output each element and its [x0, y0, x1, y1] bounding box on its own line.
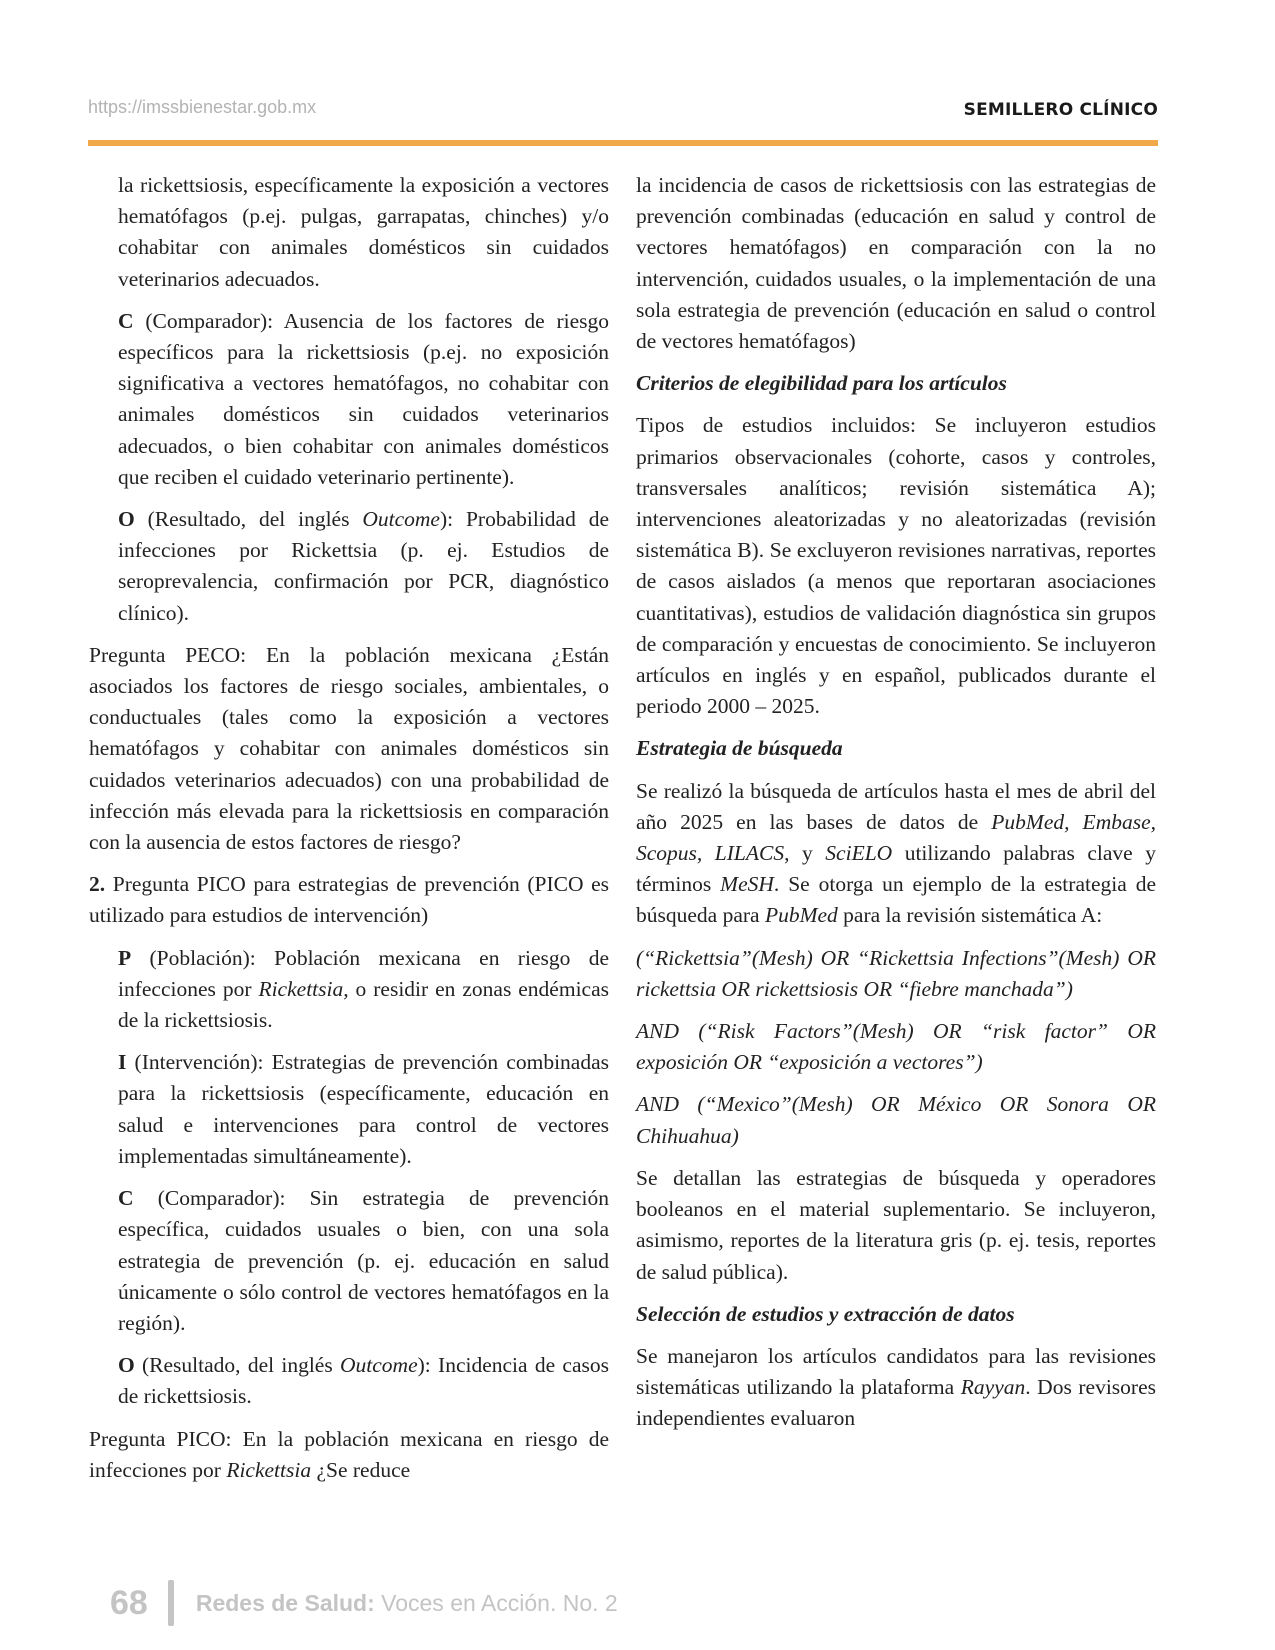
- header-url[interactable]: https://imssbienestar.gob.mx: [88, 97, 317, 117]
- pico-question: Pregunta PICO: En la población mexicana en riesgo de infecciones por Rickettsia ¿Se reduce: [89, 1426, 609, 1482]
- exposure-continuation: la rickettsiosis, específicamente la exposición a vectores hematófagos (p.ej. pulgas, garrapatas, chinches) y/o cohabitar con animales domésticos sin cuidados veterinarios adecuados.: [118, 173, 609, 291]
- eligibility-text: Tipos de estudios incluidos: Se incluyeron estudios primarios observacionales (cohorte, casos y controles, transversales analíticos; revisión sistemática A); intervenciones aleatorizadas y no aleatorizadas (revisión sistemática B). Se excluyeron revisiones narrativas, reportes de casos aislados (a menos que reportaran asociaciones cuantitativas), estudios de validación diagnóstica sin grupos de comparación y encuestas de conocimiento. Se incluyeron artículos en inglés y en español, publicados durante el periodo 2000 – 2025.: [636, 413, 1156, 719]
- heading-eligibility: Criterios de elegibilidad para los artículos: [636, 371, 1007, 396]
- pico-question-continuation: la incidencia de casos de rickettsiosis con las estrategias de prevención combinadas (educación en salud y control de vectores hematófagos) en comparación con la no intervención, cuidados usuales, o la implementación de una sola estrategia de prevención (educación en salud o control de vectores hematófagos): [636, 173, 1156, 354]
- pico-heading: 2. Pregunta PICO para estrategias de prevención (PICO es utilizado para estudios de intervención): [89, 872, 609, 928]
- heading-selection: Selección de estudios y extracción de datos: [636, 1301, 1015, 1326]
- search-query-1: (“Rickettsia”(Mesh) OR “Rickettsia Infections”(Mesh) OR rickettsia OR rickettsiosis OR “fiebre manchada”): [636, 945, 1156, 1001]
- supplementary-text: Se detallan las estrategias de búsqueda y operadores booleanos en el material suplementario. Se incluyeron, asimismo, reportes de la literatura gris (p. ej. tesis, reportes de salud pública).: [636, 1165, 1156, 1284]
- header-section-title: SEMILLERO CLÍNICO: [963, 100, 1158, 120]
- left-column: [89, 170, 609, 1497]
- pico-comparator: C (Comparador): Sin estrategia de prevención específica, cuidados usuales o bien, con una sola estrategia de prevención (p. ej. educación en salud únicamente o sólo control de vectores hematófagos en la región).: [118, 1186, 609, 1335]
- pico-intervention: I (Intervención): Estrategias de prevención combinadas para la rickettsiosis (específicamente, educación en salud e intervenciones para control de vectores implementadas simultáneamente).: [118, 1050, 609, 1168]
- journal-title: Redes de Salud: Voces en Acción. No. 2: [195, 1589, 618, 1616]
- heading-search-strategy: Estrategia de búsqueda: [636, 736, 843, 761]
- pico-outcome: O (Resultado, del inglés Outcome): Incidencia de casos de rickettsiosis.: [118, 1353, 609, 1409]
- pico-population: P (Población): Población mexicana en riesgo de infecciones por Rickettsia, o residir en zonas endémicas de la rickettsiosis.: [118, 945, 609, 1033]
- peco-question: Pregunta PECO: En la población mexicana ¿Están asociados los factores de riesgo sociales, ambientales, o conductuales (tales como la exposición a vectores hematófagos y cohabitar con animales domésticos sin cuidados veterinarios adecuados) con una probabilidad de infección más elevada para la rickettsiosis en comparación con la ausencia de estos factores de riesgo?: [89, 642, 609, 855]
- search-query-2: AND (“Risk Factors”(Mesh) OR “risk factor” OR exposición OR “exposición a vectores”): [636, 1019, 1156, 1075]
- page-number: 68: [110, 1583, 148, 1622]
- footer: [110, 1578, 618, 1628]
- peco-outcome: O (Resultado, del inglés Outcome): Probabilidad de infecciones por Rickettsia (p. ej. Estudios de seroprevalencia, confirmación por PCR, diagnóstico clínico).: [118, 507, 609, 625]
- peco-comparator: C (Comparador): Ausencia de los factores de riesgo específicos para la rickettsiosis (p.ej. no exposición significativa a vectores hematófagos, no cohabitar con animales domésticos sin cuidados veterinarios adecuados, o bien cohabitar con animales domésticos que reciben el cuidado veterinario pertinente).: [118, 308, 609, 489]
- search-query-3: AND (“Mexico”(Mesh) OR México OR Sonora OR Chihuahua): [636, 1092, 1156, 1148]
- selection-text: Se manejaron los artículos candidatos para las revisiones sistemáticas utilizando la plataforma Rayyan. Dos revisores independientes evaluaron: [636, 1343, 1156, 1431]
- footer-divider: [168, 1580, 174, 1626]
- search-strategy-text: Se realizó la búsqueda de artículos hasta el mes de abril del año 2025 en las bases de datos de PubMed, Embase, Scopus, LILACS, y SciELO utilizando palabras clave y términos MeSH. Se otorga un ejemplo de la estrategia de búsqueda para PubMed para la revisión sistemática A:: [636, 778, 1157, 928]
- header-divider: [88, 140, 1158, 146]
- right-column: [636, 170, 1156, 1446]
